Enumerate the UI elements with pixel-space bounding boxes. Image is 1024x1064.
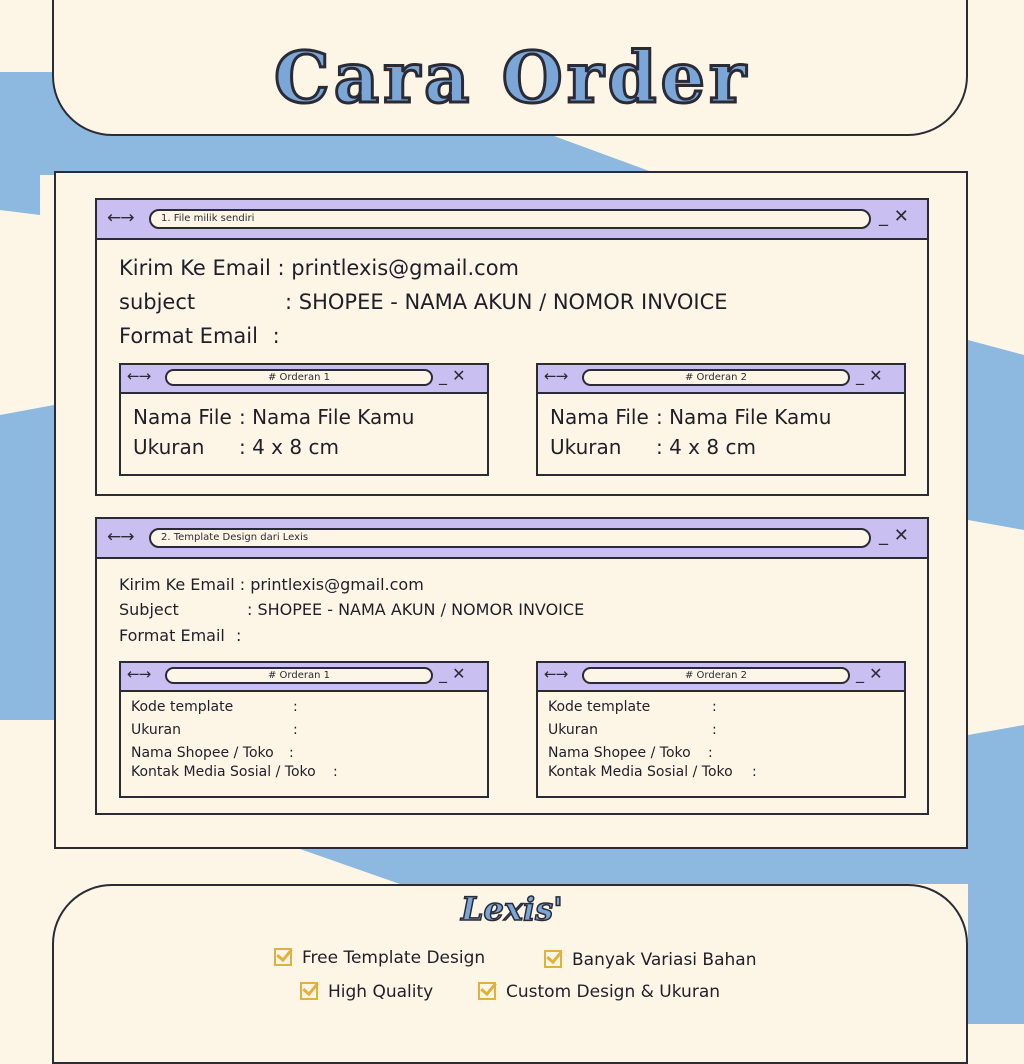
nav-arrows-icon[interactable]: ←→ [544,367,568,385]
brand-logo: Lexis' [461,890,563,928]
contact-label: Kontak Media Sosial / Toko [131,764,316,780]
size-label: Ukuran [131,722,182,738]
format-row [119,626,241,645]
file-name-value: : Nama File Kamu [239,405,415,429]
template-code-label: Kode template [131,699,234,715]
window-titlebar [538,663,904,692]
feature-item [300,982,433,1002]
subject-value: : SHOPEE - NAMA AKUN / NOMOR INVOICE [285,290,728,314]
feature-label: Banyak Variasi Bahan [572,950,757,970]
feature-label: Free Template Design [302,948,486,968]
minimize-close-icon[interactable]: _ ✕ [439,366,466,385]
minimize-close-icon[interactable]: _ ✕ [856,664,883,683]
address-bar[interactable]: # Orderan 2 [582,369,850,386]
window-template-lexis [95,517,929,815]
email-value: : printlexis@gmail.com [239,575,424,594]
email-row [119,575,424,594]
email-label: Kirim Ke Email [119,256,271,280]
email-row [119,256,519,280]
checkbox-icon [274,948,292,966]
window-titlebar [97,519,927,559]
window-titlebar [538,365,904,394]
window-file-sendiri [95,198,929,496]
format-value: : [235,626,242,645]
shop-name-value: : [708,745,713,761]
nav-arrows-icon[interactable]: ←→ [544,665,568,683]
checkbox-icon [300,982,318,1000]
window-titlebar [121,663,487,692]
subject-value: : SHOPEE - NAMA AKUN / NOMOR INVOICE [247,600,585,619]
feature-label: High Quality [328,982,434,1002]
address-bar[interactable]: 2. Template Design dari Lexis [149,528,871,548]
size-row [548,722,898,742]
size-label: Ukuran [550,435,622,459]
size-label: Ukuran [548,722,599,738]
format-row [119,324,280,348]
contact-value: : [752,764,757,780]
shop-name-row [548,745,898,765]
order-window-2 [536,661,906,798]
email-value: : printlexis@gmail.com [277,256,520,280]
template-code-row [131,699,481,719]
minimize-close-icon[interactable]: _ ✕ [856,366,883,385]
template-code-label: Kode template [548,699,651,715]
checkbox-icon [544,950,562,968]
subject-row [119,600,719,622]
address-bar[interactable]: # Orderan 1 [165,369,433,386]
minimize-close-icon[interactable]: _ ✕ [879,206,909,227]
shop-name-row [131,745,481,765]
contact-value: : [333,764,338,780]
size-value: : [293,722,298,738]
window-titlebar [97,200,927,240]
nav-arrows-icon[interactable]: ←→ [107,208,134,228]
size-value: : [712,722,717,738]
shop-name-value: : [289,745,294,761]
feature-item [478,982,720,1002]
feature-label: Custom Design & Ukuran [506,982,721,1002]
subject-row [119,290,819,318]
order-window-1 [119,363,489,476]
size-label: Ukuran [133,435,205,459]
file-name-label: Nama File [550,405,649,429]
feature-item [274,948,485,968]
order-window-1 [119,661,489,798]
size-value: : 4 x 8 cm [656,435,756,459]
address-bar[interactable]: # Orderan 2 [582,667,850,684]
file-name-value: : Nama File Kamu [656,405,832,429]
file-name-row [550,405,900,431]
nav-arrows-icon[interactable]: ←→ [107,527,134,547]
subject-label: subject [119,290,196,314]
nav-arrows-icon[interactable]: ←→ [127,367,151,385]
contact-row [548,764,898,784]
size-row [133,435,483,461]
window-titlebar [121,365,487,394]
order-window-2 [536,363,906,476]
contact-row [131,764,481,784]
address-bar[interactable]: 1. File milik sendiri [149,209,871,229]
minimize-close-icon[interactable]: _ ✕ [879,525,909,546]
page-title: Cara Order [274,36,750,119]
template-code-value: : [712,699,717,715]
shop-name-label: Nama Shopee / Toko [131,745,274,761]
nav-arrows-icon[interactable]: ←→ [127,665,151,683]
feature-item [544,950,756,970]
template-code-value: : [293,699,298,715]
checkbox-icon [478,982,496,1000]
shop-name-label: Nama Shopee / Toko [548,745,691,761]
format-value: : [272,324,280,348]
file-name-label: Nama File [133,405,232,429]
address-bar[interactable]: # Orderan 1 [165,667,433,684]
minimize-close-icon[interactable]: _ ✕ [439,664,466,683]
format-label: Format Email [119,324,258,348]
format-label: Format Email [119,626,225,645]
template-code-row [548,699,898,719]
file-name-row [133,405,483,431]
subject-label: Subject [119,600,179,619]
size-row [550,435,900,461]
email-label: Kirim Ke Email [119,575,235,594]
contact-label: Kontak Media Sosial / Toko [548,764,733,780]
size-row [131,722,481,742]
size-value: : 4 x 8 cm [239,435,339,459]
